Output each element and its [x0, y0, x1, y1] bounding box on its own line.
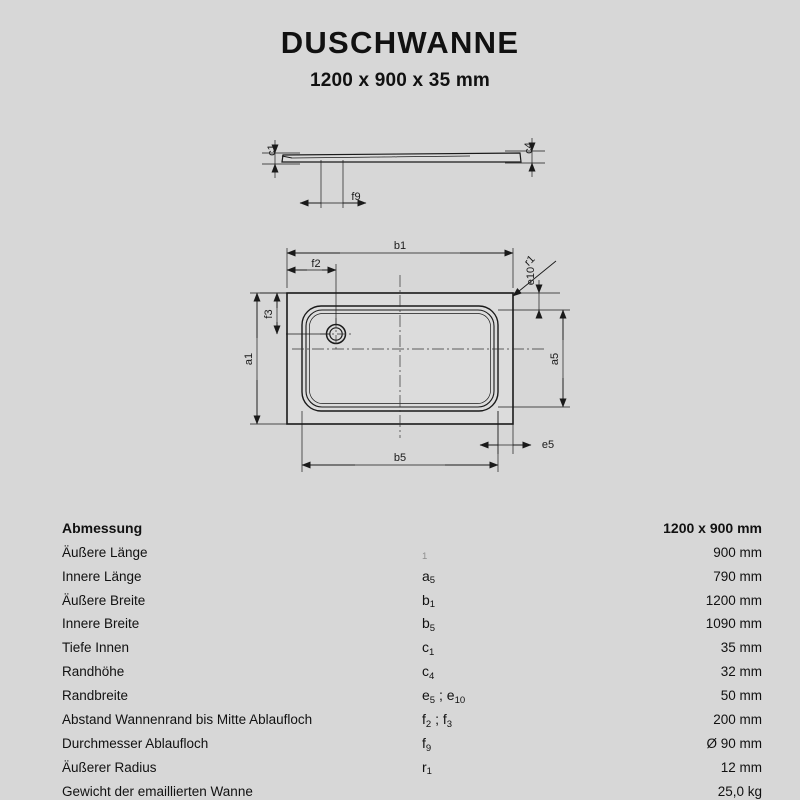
dim-label-f9: f9: [351, 191, 361, 203]
dimensions-table-body: [62, 512, 762, 799]
dim-label-b1: b1: [393, 240, 407, 252]
row-symbol: $b_5$: [422, 615, 436, 635]
row-label: Innere Länge: [62, 568, 142, 584]
table-row: [62, 536, 762, 560]
row-label: Randhöhe: [62, 664, 125, 680]
page-title: DUSCHWANNE: [280, 25, 520, 60]
row-label: Äußerer Radius: [62, 759, 157, 775]
dimensions-table: [62, 512, 762, 799]
dim-label-e5: e5: [541, 439, 555, 451]
row-value: 790 mm: [713, 568, 762, 584]
dim-label-a5: a5: [549, 352, 561, 366]
row-value: 35 mm: [720, 640, 762, 656]
row-value: 32 mm: [720, 664, 762, 680]
table-row: [62, 608, 762, 632]
row-symbol: [422, 775, 602, 799]
row-label: Tiefe Innen: [62, 640, 130, 656]
row-symbol: $r_1$: [422, 758, 432, 778]
row-symbol: $c_4$: [422, 663, 435, 682]
table-row: [62, 751, 762, 775]
table-header-label: Abmessung: [62, 519, 143, 536]
table-row: [62, 679, 762, 703]
row-symbol: $b_1$: [422, 591, 436, 611]
row-value: 900 mm: [713, 544, 762, 560]
row-value: 1200 mm: [705, 592, 762, 608]
table-header-value: 1200 x 900 mm: [663, 519, 762, 536]
row-label: Äußere Länge: [62, 544, 148, 560]
side-view: [262, 138, 545, 208]
dim-label-c4: c4: [523, 142, 535, 154]
row-label: Äußere Breite: [62, 592, 146, 608]
row-label: Abstand Wannenrand bis Mitte Ablaufloch: [62, 712, 313, 728]
page-header: [0, 0, 800, 92]
table-row: [62, 775, 762, 799]
dim-label-e10: e10: [525, 266, 537, 286]
row-value: Ø 90 mm: [706, 735, 762, 751]
row-label: Randbreite: [62, 688, 129, 704]
technical-drawing: [0, 120, 800, 480]
row-label: Gewicht der emaillierten Wanne: [62, 783, 253, 799]
table-header-row: [62, 512, 762, 536]
dim-label-c1: c1: [266, 144, 278, 156]
row-label: Durchmesser Ablaufloch: [62, 735, 209, 751]
row-value: 25,0 kg: [717, 783, 762, 799]
table-row: [62, 584, 762, 608]
page-subtitle: 1200 x 900 x 35 mm: [309, 70, 491, 92]
table-row: [62, 631, 762, 655]
row-symbol: $c_1$: [422, 639, 435, 658]
row-value: 12 mm: [720, 759, 762, 775]
row-value: 1090 mm: [705, 616, 762, 632]
dim-label-r1: r1: [522, 253, 538, 269]
row-symbol: $a_5$: [422, 567, 436, 587]
plan-view: [250, 248, 570, 472]
dim-label-a1: a1: [243, 352, 255, 366]
row-symbol: 1: [422, 551, 428, 563]
row-symbol: $f_2$ ; $f_3$: [422, 711, 453, 730]
dim-label-b5: b5: [393, 452, 407, 464]
dim-label-f2: f2: [311, 258, 321, 270]
table-header-symbol: [422, 512, 602, 536]
row-symbol: $e_5$ ; $e_{10}$: [422, 687, 466, 706]
table-row: [62, 560, 762, 584]
drawing-svg: [0, 120, 800, 480]
row-symbol: $f_9$: [422, 734, 432, 754]
row-value: 50 mm: [720, 688, 762, 704]
row-label: Innere Breite: [62, 616, 140, 632]
table-row: [62, 655, 762, 679]
table-row: [62, 703, 762, 727]
row-value: 200 mm: [713, 712, 762, 728]
table-row: [62, 727, 762, 751]
dim-label-f3: f3: [263, 309, 275, 319]
